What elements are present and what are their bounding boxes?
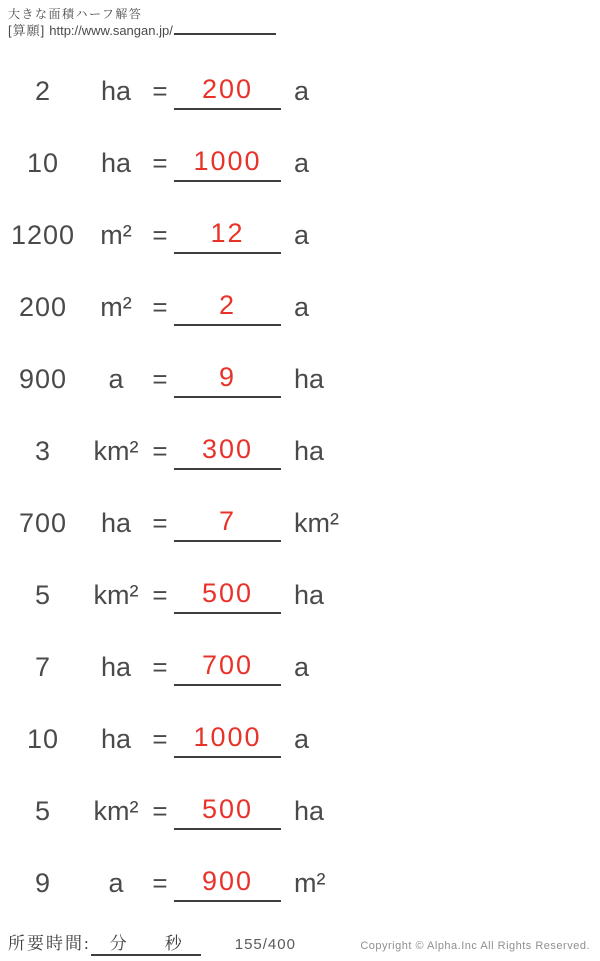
- problem-row: [0, 415, 600, 487]
- answer-value: 1000: [193, 722, 262, 752]
- problem-row: [0, 55, 600, 127]
- problem-value: 3: [34, 435, 52, 466]
- source-url: http://www.sangan.jp/: [49, 23, 173, 38]
- problem-value: 700: [18, 507, 68, 538]
- minutes-label: 分: [109, 934, 127, 953]
- problem-list: [0, 55, 600, 919]
- equals-sign: =: [152, 507, 168, 538]
- equals-sign: =: [152, 867, 168, 898]
- problem-from-unit: m²: [100, 291, 132, 322]
- problem-to-unit: a: [294, 723, 310, 754]
- answer-blank-line: [174, 504, 281, 542]
- problem-to-unit: a: [294, 75, 310, 106]
- problem-value: 1200: [10, 219, 76, 250]
- problem-from-unit: km²: [93, 579, 139, 610]
- answer-value: 2: [218, 290, 237, 320]
- page-title: 大きな面積ハーフ解答: [8, 7, 143, 21]
- problem-from-unit: ha: [100, 651, 132, 682]
- equals-sign: =: [152, 363, 168, 394]
- problem-to-unit: m²: [294, 867, 326, 898]
- answer-blank-line: [174, 144, 281, 182]
- worksheet-header: [0, 0, 600, 39]
- problem-from-unit: km²: [93, 795, 139, 826]
- problem-row: [0, 559, 600, 631]
- answer-value: 300: [201, 434, 254, 464]
- problem-value: 2: [34, 75, 52, 106]
- answer-blank-line: [174, 720, 281, 758]
- equals-sign: =: [152, 651, 168, 682]
- answer-value: 500: [201, 578, 254, 608]
- equals-sign: =: [152, 795, 168, 826]
- answer-value: 700: [201, 650, 254, 680]
- problem-from-unit: a: [108, 363, 124, 394]
- problem-from-unit: ha: [100, 507, 132, 538]
- problem-value: 900: [18, 363, 68, 394]
- problem-value: 5: [34, 795, 52, 826]
- problem-row: [0, 631, 600, 703]
- answer-blank-line: [174, 792, 281, 830]
- problem-row: [0, 487, 600, 559]
- problem-value: 5: [34, 579, 52, 610]
- problem-row: [0, 775, 600, 847]
- problem-value: 7: [34, 651, 52, 682]
- source-line: [8, 22, 600, 39]
- problem-to-unit: ha: [294, 579, 325, 610]
- problem-to-unit: ha: [294, 363, 325, 394]
- answer-blank-line: [174, 576, 281, 614]
- answer-value: 900: [201, 866, 254, 896]
- answer-value: 500: [201, 794, 254, 824]
- answer-blank-line: [174, 288, 281, 326]
- answer-value: 1000: [193, 146, 262, 176]
- equals-sign: =: [152, 291, 168, 322]
- equals-sign: =: [152, 147, 168, 178]
- seconds-label: 秒: [164, 934, 182, 953]
- page-number: 155/400: [234, 936, 296, 953]
- answer-value: 7: [218, 506, 237, 536]
- equals-sign: =: [152, 75, 168, 106]
- url-blank-line: [174, 24, 276, 35]
- problem-to-unit: ha: [294, 795, 325, 826]
- problem-row: [0, 343, 600, 415]
- problem-from-unit: ha: [100, 723, 132, 754]
- equals-sign: =: [152, 579, 168, 610]
- problem-to-unit: a: [294, 219, 310, 250]
- problem-from-unit: a: [108, 867, 124, 898]
- copyright-text: Copyright © Alpha.Inc All Rights Reserved.: [360, 940, 590, 952]
- problem-value: 9: [34, 867, 52, 898]
- problem-from-unit: ha: [100, 75, 132, 106]
- answer-blank-line: [174, 216, 281, 254]
- problem-row: [0, 847, 600, 919]
- time-required-label: 所要時間:: [8, 934, 91, 953]
- answer-blank-line: [174, 432, 281, 470]
- problem-to-unit: a: [294, 147, 310, 178]
- problem-row: [0, 127, 600, 199]
- problem-to-unit: a: [294, 291, 310, 322]
- source-label: [算願]: [8, 23, 46, 38]
- problem-to-unit: km²: [294, 507, 339, 538]
- equals-sign: =: [152, 435, 168, 466]
- equals-sign: =: [152, 219, 168, 250]
- answer-blank-line: [174, 72, 281, 110]
- answer-blank-line: [174, 360, 281, 398]
- problem-row: [0, 271, 600, 343]
- problem-from-unit: km²: [93, 435, 139, 466]
- answer-value: 200: [201, 74, 254, 104]
- equals-sign: =: [152, 723, 168, 754]
- problem-value: 10: [26, 723, 60, 754]
- problem-value: 10: [26, 147, 60, 178]
- problem-row: [0, 199, 600, 271]
- answer-value: 9: [218, 362, 237, 392]
- worksheet-footer: [8, 929, 590, 956]
- answer-value: 12: [210, 218, 245, 248]
- problem-to-unit: a: [294, 651, 310, 682]
- problem-row: [0, 703, 600, 775]
- answer-blank-line: [174, 864, 281, 902]
- problem-value: 200: [18, 291, 68, 322]
- problem-from-unit: m²: [100, 219, 132, 250]
- problem-from-unit: ha: [100, 147, 132, 178]
- answer-blank-line: [174, 648, 281, 686]
- problem-to-unit: ha: [294, 435, 325, 466]
- time-blank-line: [91, 929, 201, 956]
